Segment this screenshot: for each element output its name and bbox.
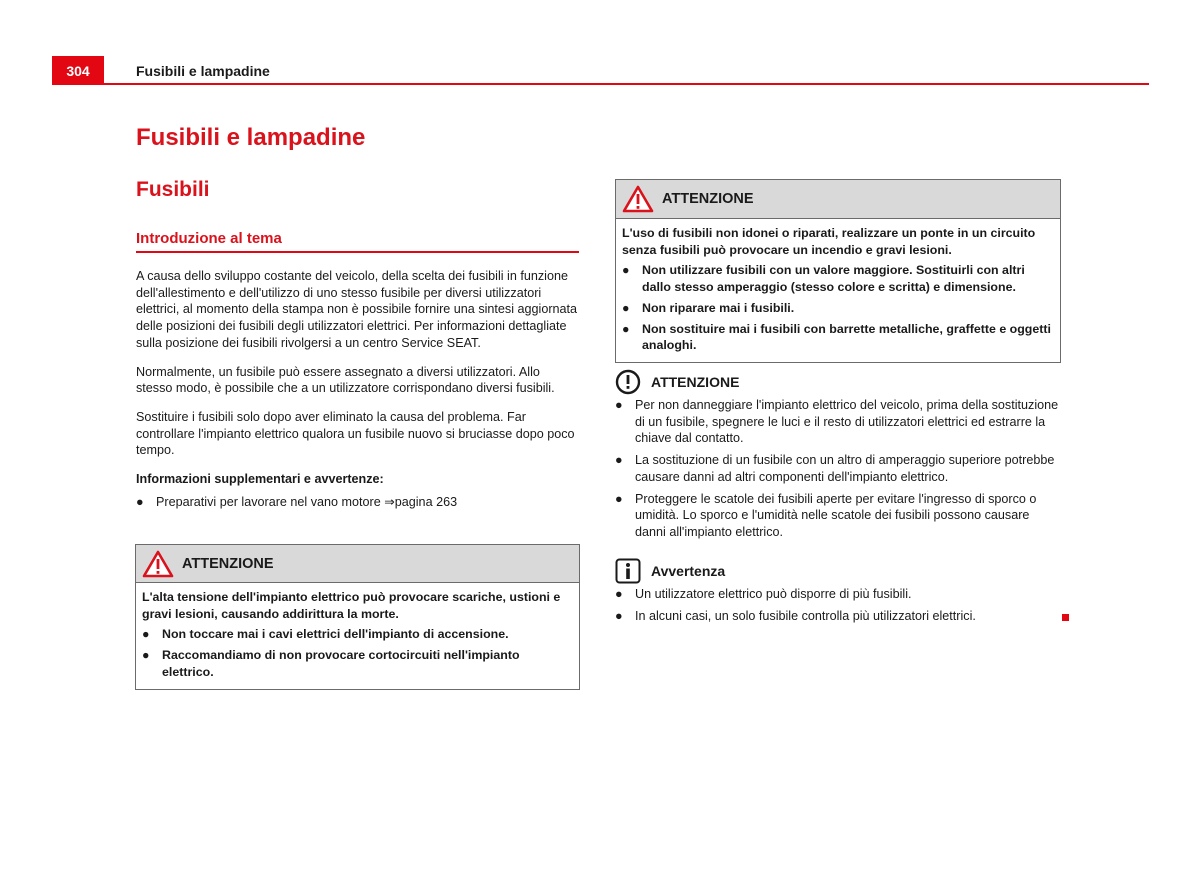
list-item: [622, 262, 1054, 295]
bullet-icon: ●: [142, 627, 150, 642]
page-number-box: [52, 56, 104, 85]
section-title: Fusibili: [136, 178, 210, 201]
note-title: Avvertenza: [651, 562, 726, 579]
bullet-icon: ●: [622, 263, 630, 278]
list-item: [615, 586, 1059, 603]
bullet-icon: ●: [136, 494, 144, 509]
warning-box-header: [616, 180, 1060, 219]
note-item-text: Un utilizzatore elettrico può disporre di più fusibili.: [635, 587, 912, 601]
bullet-icon: ●: [622, 300, 630, 315]
list-item: [142, 647, 573, 680]
warning-title: ATTENZIONE: [662, 191, 754, 207]
caution-item-text: La sostituzione di un fusibile con un altro di amperaggio superiore potrebbe causare danni ad altri componenti dell'impianto elettrico.: [635, 453, 1055, 484]
warning-item-text: Non utilizzare fusibili con un valore maggiore. Sostituirli con altri dallo stesso amperaggio (stesso colore e scritta) e dimensione.: [642, 263, 1025, 295]
caution-item-text: Proteggere le scatole dei fusibili aperte per evitare l'ingresso di sporco o umidità. Lo sporco e l'umidità nelle scatole dei fusibili possono causare danni all'impianto elettrico.: [635, 491, 1037, 539]
bullet-icon: ●: [615, 453, 623, 468]
warning-lead-text: L'alta tensione dell'impianto elettrico può provocare scariche, ustioni e gravi lesioni, causando addirittura la morte.: [142, 590, 561, 621]
note-item-text: In alcuni casi, un solo fusibile controlla più utilizzatori elettrici.: [635, 608, 976, 623]
bullet-icon: ●: [615, 398, 623, 412]
list-item: [136, 494, 579, 511]
warning-triangle-icon: [622, 185, 654, 213]
cross-reference-link[interactable]: Preparativi per lavorare nel vano motore ⇒pagina 263: [156, 494, 458, 509]
warning-title: ATTENZIONE: [182, 555, 274, 572]
list-item: [615, 491, 1059, 541]
warning-box-high-voltage: [135, 544, 580, 690]
caution-section: [615, 369, 1059, 546]
warning-box-header: [136, 545, 579, 583]
list-item: [622, 321, 1054, 354]
bullet-icon: ●: [615, 608, 623, 623]
list-item: [615, 452, 1059, 485]
warning-triangle-icon: [142, 550, 174, 578]
info-label: Informazioni supplementari e avvertenze:: [136, 472, 384, 487]
subsection-title: Introduzione al tema: [136, 230, 579, 253]
warning-item-text: Non toccare mai i cavi elettrici dell'impianto di accensione.: [162, 627, 509, 642]
header-rule: [52, 83, 1149, 85]
warning-item-text: Non riparare mai i fusibili.: [642, 300, 795, 315]
note-header: [615, 558, 1059, 584]
caution-header: [615, 369, 1059, 395]
warning-box-body: [616, 219, 1060, 362]
list-item: [142, 626, 573, 643]
caution-title: ATTENZIONE: [651, 373, 740, 390]
info-i-icon: [615, 558, 641, 584]
intro-text-column: [136, 268, 579, 515]
list-item: [615, 397, 1059, 447]
warning-item-text: Non sostituire mai i fusibili con barrette metalliche, graffette e oggetti analoghi.: [642, 321, 1051, 353]
note-section: [615, 558, 1059, 629]
running-header-title: Fusibili e lampadine: [136, 63, 270, 79]
warning-item-text: Raccomandiamo di non provocare cortocircuiti nell'impianto elettrico.: [162, 648, 520, 679]
bullet-icon: ●: [622, 321, 630, 336]
list-item: [622, 300, 1054, 317]
bullet-icon: ●: [615, 491, 623, 506]
intro-paragraph: A causa dello sviluppo costante del veicolo, della scelta dei fusibili in funzione dell'allestimento e dell'utilizzo di uno stesso fusibile per diversi utilizzatori elettrici, al momento della stampa non è possibile fornire una sintesi aggiornata delle posizioni dei fusibili degli utilizzatori elettrici. Per informazioni dettagliate sulla posizione dei fusibili rivolgersi a un centro Service SEAT.: [136, 269, 578, 350]
warning-box-body: [136, 583, 579, 689]
warning-lead-text: L'uso di fusibili non idonei o riparati, realizzare un ponte in un circuito senza fusibili può provocare un incendio e gravi lesioni.: [622, 226, 1036, 257]
bullet-icon: ●: [615, 587, 623, 601]
caution-item-text: Per non danneggiare l'impianto elettrico del veicolo, prima della sostituzione di un fusibile, spegnere le luci e il resto di utilizzatori elettrici ed estrarre la chiave dal contatto.: [635, 398, 1059, 446]
intro-paragraph: Sostituire i fusibili solo dopo aver eliminato la causa del problema. Far controllare l'impianto elettrico qualora un fusibile nuovo si bruciasse dopo poco tempo.: [136, 409, 575, 458]
bullet-icon: ●: [142, 648, 150, 663]
list-item: [615, 608, 1059, 625]
page-number: 304: [66, 63, 90, 79]
section-end-marker: [1062, 614, 1069, 621]
page-title: Fusibili e lampadine: [136, 124, 366, 151]
exclamation-circle-icon: [615, 369, 641, 395]
warning-box-fuses: [615, 179, 1061, 363]
intro-paragraph: Normalmente, un fusibile può essere assegnato a diversi utilizzatori. Allo stesso modo, è possibile che a un utilizzatore corrispondano diversi fusibili.: [136, 364, 555, 396]
